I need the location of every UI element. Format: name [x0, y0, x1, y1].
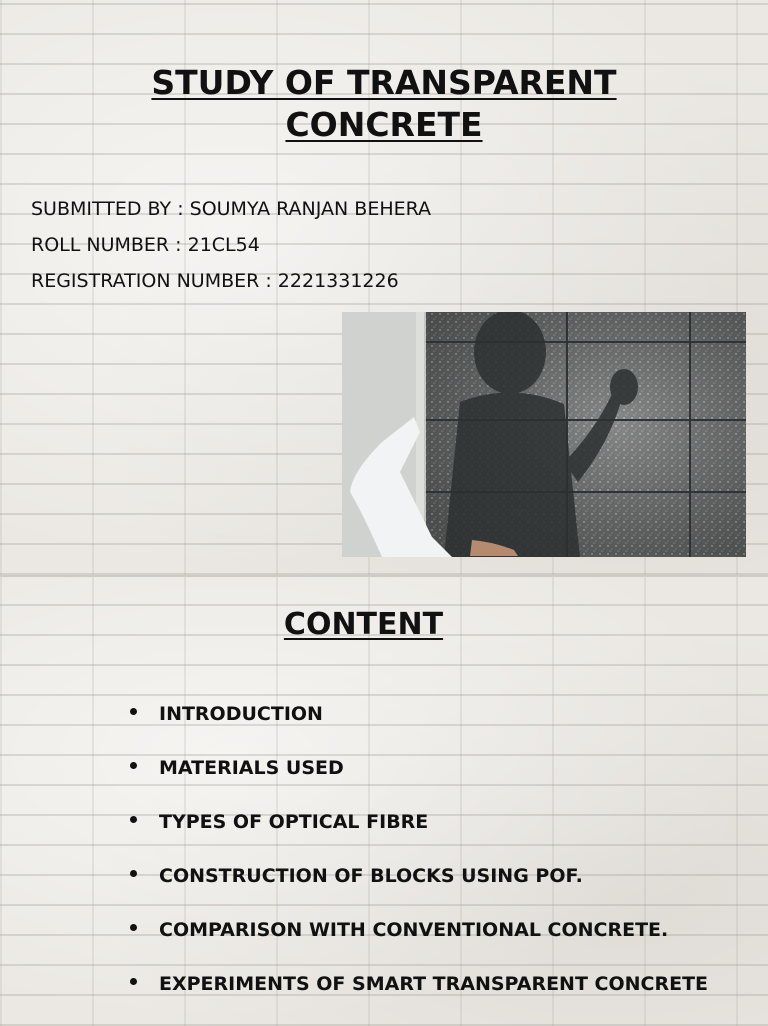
- content-heading: CONTENT: [283, 607, 444, 642]
- roll-number-text: ROLL NUMBER : 21CL54: [31, 234, 260, 256]
- title-line-1: STUDY OF TRANSPARENT: [151, 63, 617, 102]
- transparent-concrete-photo: [342, 312, 746, 557]
- list-item: MATERIALS USED: [130, 757, 708, 811]
- slide-title-heading: [0, 62, 768, 146]
- content-list: [130, 703, 708, 1026]
- bullet-icon: [130, 762, 137, 769]
- list-item: EXPERIMENTS OF SMART TRANSPARENT CONCRETE: [130, 973, 708, 1026]
- registration-number-text: REGISTRATION NUMBER : 2221331226: [31, 270, 399, 292]
- bullet-icon: [130, 870, 137, 877]
- list-item: INTRODUCTION: [130, 703, 708, 757]
- submitted-by-text: SUBMITTED BY : SOUMYA RANJAN BEHERA: [31, 198, 432, 220]
- list-item: TYPES OF OPTICAL FIBRE: [130, 811, 708, 865]
- slide-content: [0, 575, 768, 1026]
- bullet-icon: [130, 978, 137, 985]
- bullet-icon: [130, 816, 137, 823]
- bullet-icon: [130, 708, 137, 715]
- list-item: CONSTRUCTION OF BLOCKS USING POF.: [130, 865, 708, 919]
- bullet-icon: [130, 924, 137, 931]
- title-line-2: CONCRETE: [285, 105, 483, 144]
- list-item: COMPARISON WITH CONVENTIONAL CONCRETE.: [130, 919, 708, 973]
